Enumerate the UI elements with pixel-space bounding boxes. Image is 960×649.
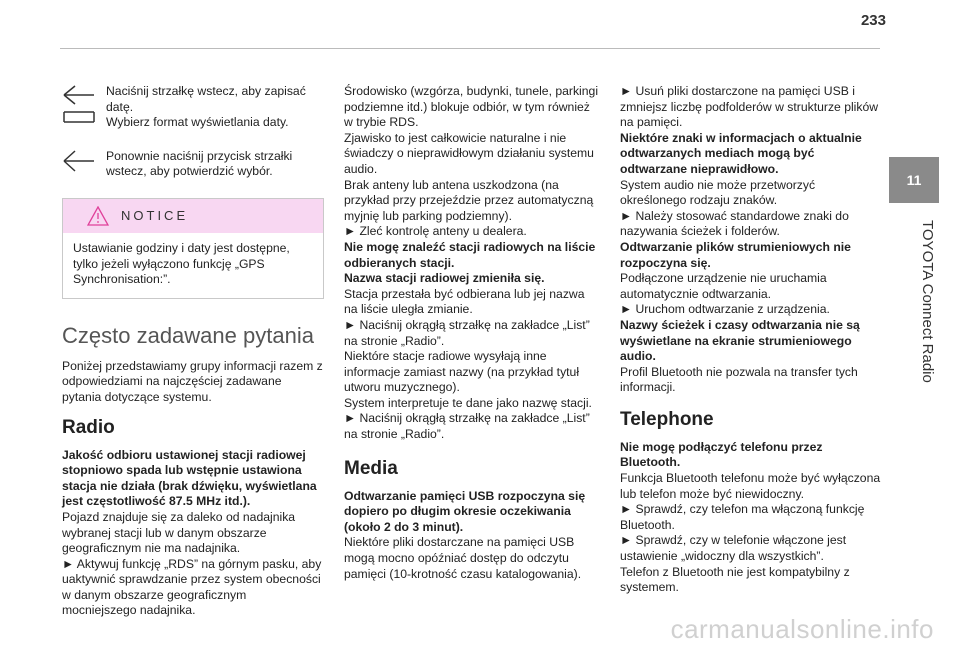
text-block: Niektóre stacje radiowe wysyłają inne informacje zamiast nazwy (na przykład tytuł utworu muzycznego). xyxy=(344,349,580,395)
text-block: System audio nie może przetworzyć określonego rodzaju znaków. xyxy=(620,177,816,208)
telephone-heading: Telephone xyxy=(620,408,714,430)
instruction-step: ► Naciśnij okrągłą strzałkę na zakładce „List” na stronie „Radio”. xyxy=(344,411,590,442)
notice-title: NOTICE xyxy=(121,208,189,224)
text-block: Stacja przestała być odbierana lub jej nazwa na liście uległa zmianie. xyxy=(344,286,585,317)
chapter-title: TOYOTA Connect Radio xyxy=(919,220,936,383)
radio-question-1: Jakość odbioru ustawionej stacji radiowej stopniowo spada lub wstępnie ustawiona stacja nie działa (brak dźwięku, wyświetlana jest częstotliwość 87.5 MHz itd.). xyxy=(62,447,317,509)
instruction-step: ► Sprawdź, czy telefon ma włączoną funkcję Bluetooth. xyxy=(620,502,865,532)
chapter-tab: 11 xyxy=(889,157,939,203)
question: Nie mogę znaleźć stacji radiowych na liście odbieranych stacji. xyxy=(344,239,596,270)
watermark: carmanualsonline.info xyxy=(670,614,934,644)
text-block: Funkcja Bluetooth telefonu może być wyłączona lub telefon może być niewidoczny. xyxy=(620,471,881,501)
notice-box xyxy=(62,198,324,299)
column-right xyxy=(620,84,882,596)
step-confirm xyxy=(62,149,324,180)
step-save-date-text: Naciśnij strzałkę wstecz, aby zapisać datę. xyxy=(106,84,306,114)
top-divider xyxy=(60,48,880,49)
step-confirm-text: Ponownie naciśnij przycisk strzałki wstecz, aby potwierdzić wybór. xyxy=(106,148,293,179)
question: Niektóre znaki w informacjach o aktualnie odtwarzanych mediach mogą być odtwarzane nieprawidłowo. xyxy=(620,130,862,176)
column-left xyxy=(62,84,324,619)
back-arrow-icon xyxy=(62,84,96,106)
question: Odtwarzanie plików strumieniowych nie rozpoczyna się. xyxy=(620,239,851,270)
text-block: Niektóre pliki dostarczane na pamięci USB mogą mocno opóźniać dostęp do odczytu pamięci (10-krotność czasu katalogowania). xyxy=(344,535,582,581)
back-arrow-icon xyxy=(62,149,96,173)
instruction-step: ► Naciśnij okrągłą strzałkę na zakładce „List” na stronie „Radio”. xyxy=(344,317,590,348)
instruction-step: ► Uruchom odtwarzanie z urządzenia. xyxy=(620,302,830,317)
text-block: System interpretuje te dane jako nazwę stacji. xyxy=(344,395,592,410)
instruction-step: ► Zleć kontrolę anteny u dealera. xyxy=(344,224,527,239)
media-heading: Media xyxy=(344,457,398,479)
radio-heading: Radio xyxy=(62,416,115,438)
question: Nie mogę podłączyć telefonu przez Bluetooth. xyxy=(620,439,823,470)
instruction-step: ► Sprawdź, czy w telefonie włączone jest ustawienie „widoczny dla wszystkich”. xyxy=(620,533,847,564)
step-save-date xyxy=(62,84,324,131)
column-middle xyxy=(344,84,600,582)
text-block: Telefon z Bluetooth nie jest kompatybilny z systemem. xyxy=(620,564,850,595)
instruction-step: ► Usuń pliki dostarczone na pamięci USB i zmniejsz liczbę podfolderów w strukturze plików na pamięci. xyxy=(620,84,879,130)
text-block: Zjawisko to jest całkowicie naturalne i nie świadczy o nieprawidłowym działaniu systemu audio. xyxy=(344,130,594,176)
text-block: Profil Bluetooth nie pozwala na transfer tych informacji. xyxy=(620,364,858,395)
faq-heading: Często zadawane pytania xyxy=(62,322,314,348)
question: Nazwy ścieżek i czasy odtwarzania nie są wyświetlane na ekranie strumieniowego audio. xyxy=(620,317,860,364)
question: Nazwa stacji radiowej zmieniła się. xyxy=(344,271,545,286)
text-block: Podłączone urządzenie nie uruchamia automatycznie odtwarzania. xyxy=(620,271,827,301)
notice-text: Ustawianie godziny i daty jest dostępne, tylko jeżeli wyłączono funkcję „GPS Synchronisation:”. xyxy=(73,240,290,287)
instruction-step: ► Należy stosować standardowe znaki do nazywania ścieżek i folderów. xyxy=(620,208,849,239)
text-block: Środowisko (wzgórza, budynki, tunele, parkingi podziemne itd.) blokuje odbiór, w tym również w trybie RDS. xyxy=(344,84,599,130)
format-lines-icon xyxy=(62,110,96,124)
page-number: 233 xyxy=(860,12,886,29)
faq-intro: Poniżej przedstawiamy grupy informacji razem z odpowiedziami na najczęściej zadawane pytania dotyczące systemu. xyxy=(62,358,323,404)
radio-answer-1: Pojazd znajduje się za daleko od nadajnika wybranej stacji lub w danym obszarze geograficznym nie ma nadajnika. xyxy=(62,509,296,556)
warning-triangle-icon xyxy=(87,206,109,226)
question: Odtwarzanie pamięci USB rozpoczyna się dopiero po długim okresie oczekiwania (około 2 do 3 minut). xyxy=(344,488,586,534)
radio-answer-1-step: ► Aktywuj funkcję „RDS” na górnym pasku, aby uaktywnić sprawdzanie przez system obecności w danym obszarze geograficznym mocniejszego nadajnika. xyxy=(62,556,322,618)
text-block: Brak anteny lub antena uszkodzona (na przykład przy przejeździe przez automatyczną myjnię lub parking podziemny). xyxy=(344,177,594,223)
step-date-format-text: Wybierz format wyświetlania daty. xyxy=(106,115,289,130)
